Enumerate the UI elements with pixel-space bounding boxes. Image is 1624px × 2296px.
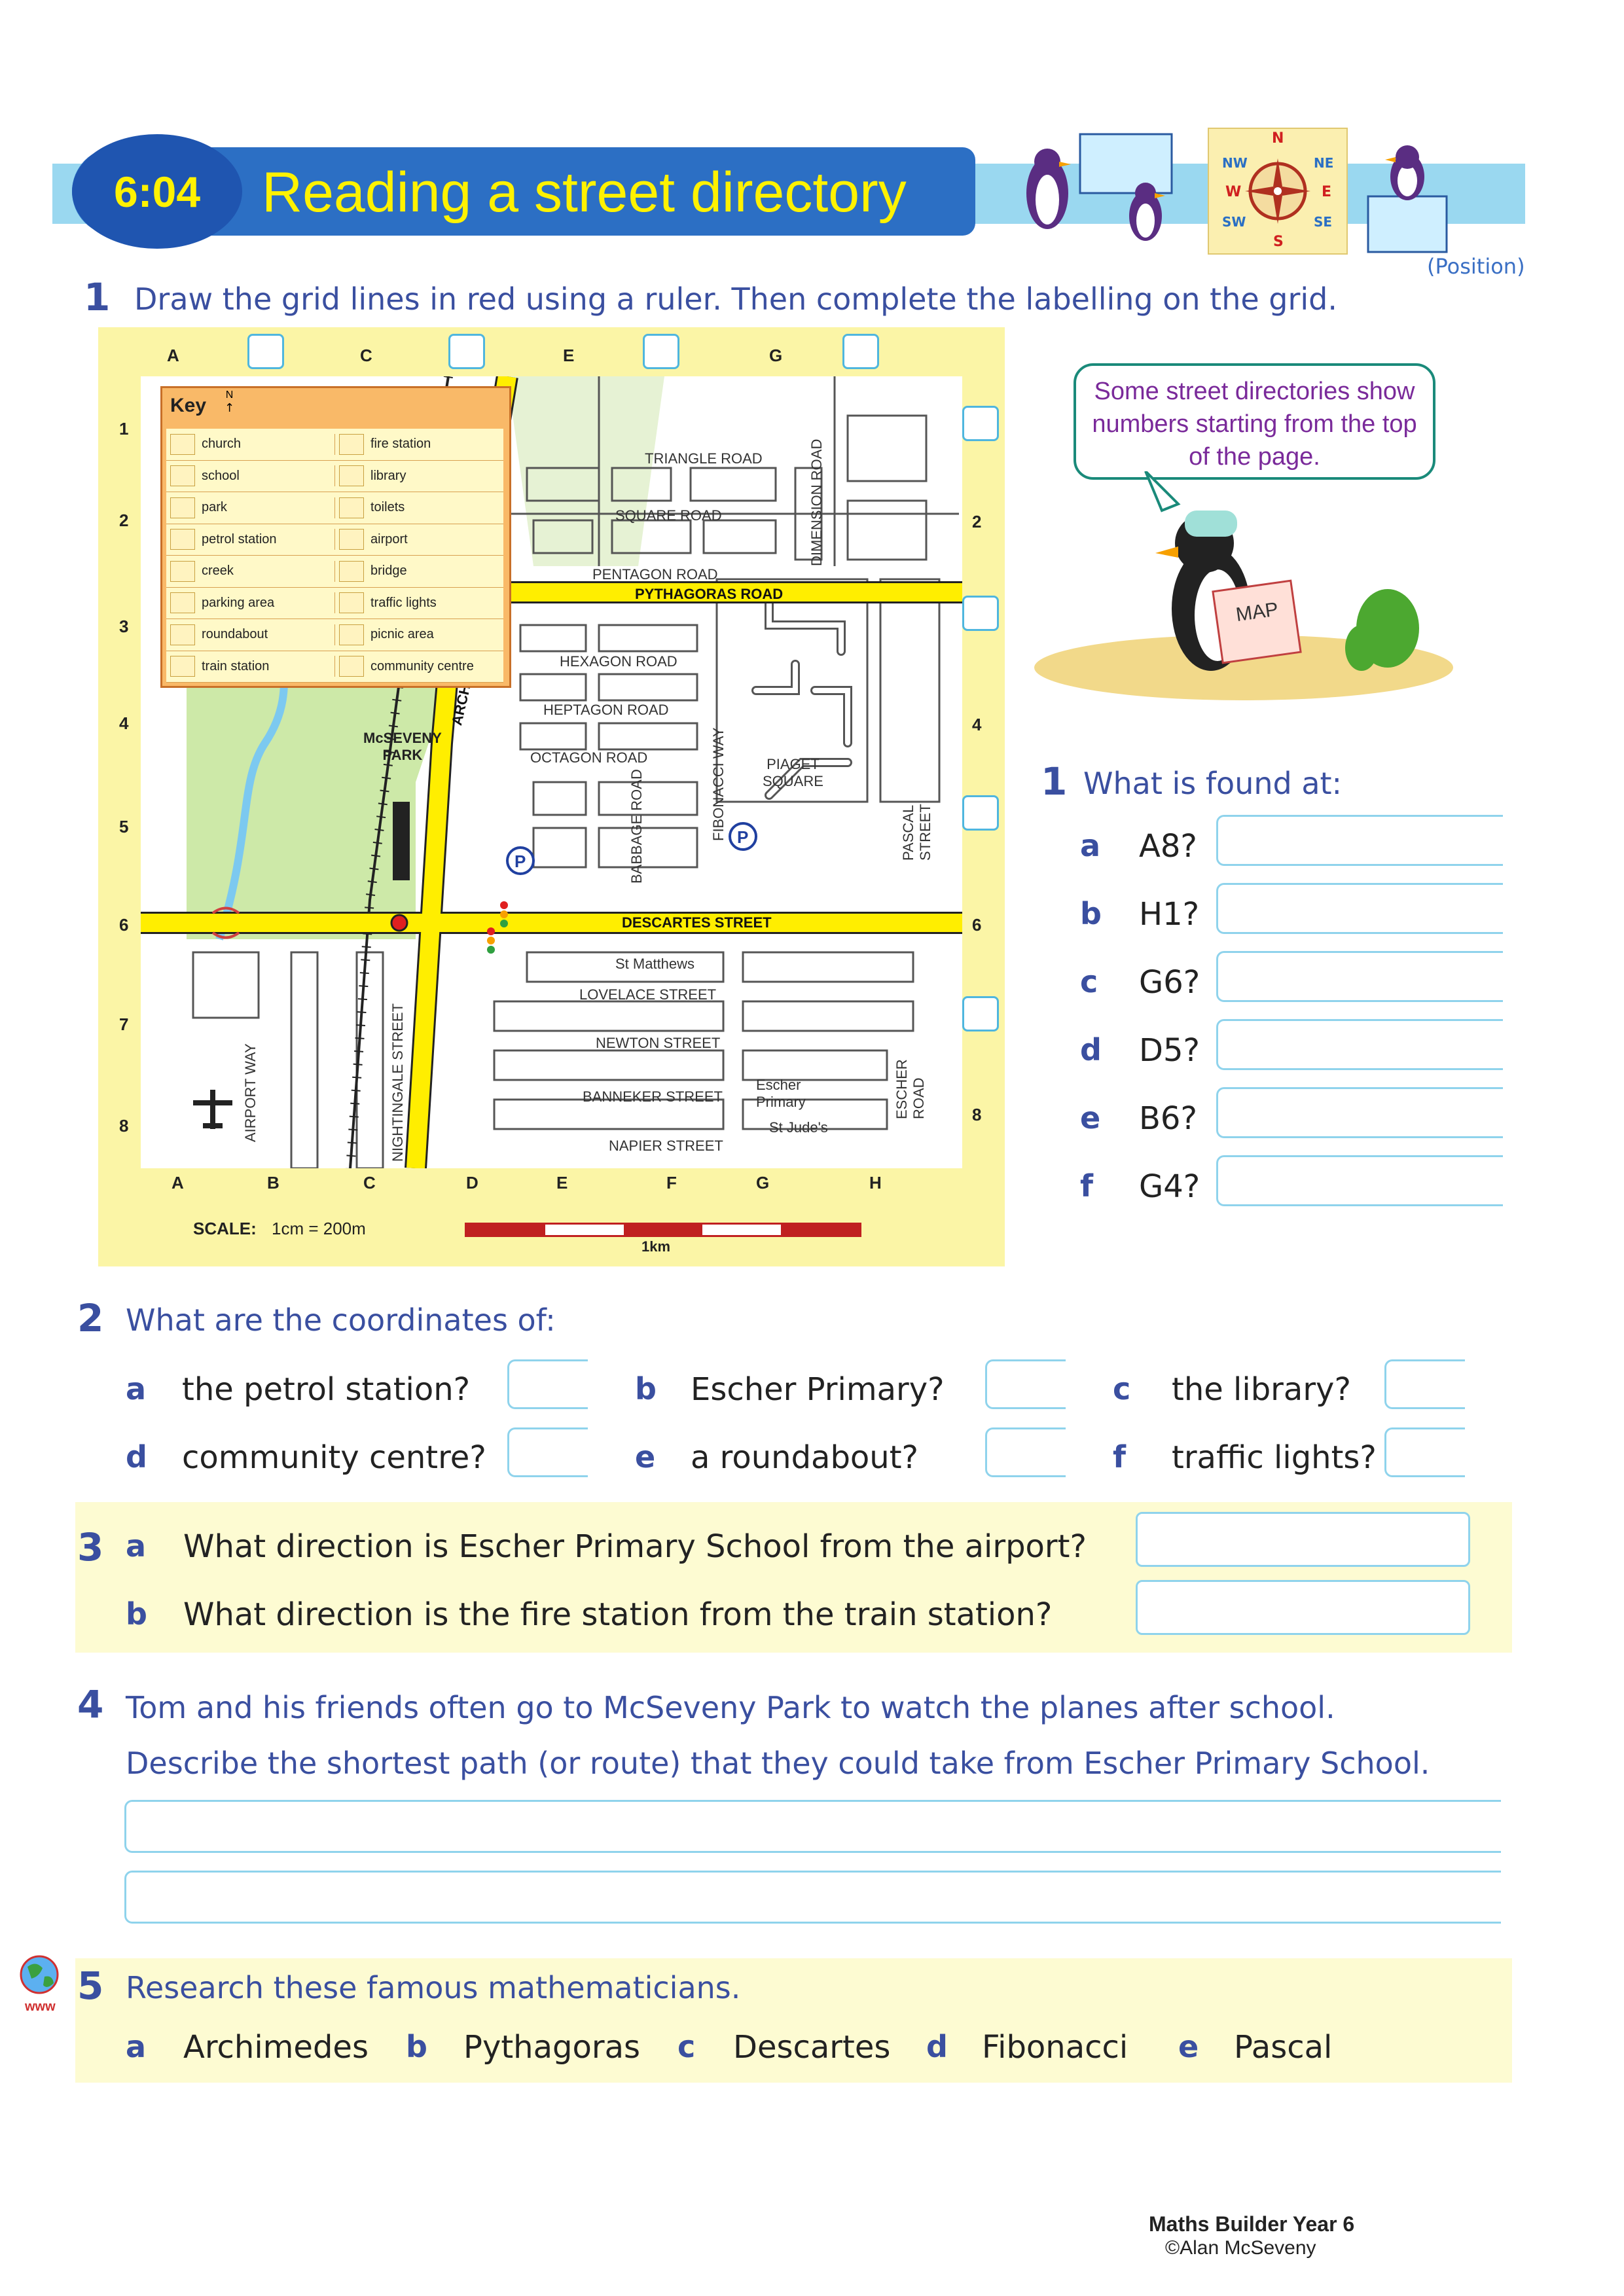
key-left-cell <box>166 529 334 550</box>
q1b-number: 1 <box>1041 759 1068 804</box>
q2-item-text: a roundabout? <box>691 1439 918 1476</box>
q1b-item-label: c <box>1080 964 1098 999</box>
key-right-label: community centre <box>370 658 474 673</box>
col-top-E: E <box>563 346 575 365</box>
q2-answer-box[interactable] <box>1384 1427 1465 1477</box>
speech-bubble-text: Some street directories show numbers starting from the top of the page. <box>1092 378 1417 471</box>
street-pascal: PASCAL STREET <box>900 804 933 861</box>
key-row <box>166 651 503 683</box>
q3-answer-box[interactable] <box>1136 1580 1470 1635</box>
q1b-answer-box[interactable] <box>1216 1019 1503 1070</box>
key-right-label: toilets <box>370 500 405 515</box>
penguin-illustration-right <box>1355 137 1460 255</box>
key-left-cell <box>166 656 334 677</box>
piaget-square-name <box>763 756 823 790</box>
key-row <box>166 588 503 620</box>
key-symbol-icon <box>339 497 364 518</box>
q5-item-label: e <box>1178 2029 1199 2064</box>
street-heptagon: HEPTAGON ROAD <box>543 702 669 718</box>
piaget-line2: SQUARE <box>763 773 823 789</box>
key-symbol-icon <box>339 561 364 582</box>
q3-item-text: What direction is the fire station from the train station? <box>183 1596 1053 1633</box>
q5-item-label: a <box>126 2029 147 2064</box>
svg-text:P: P <box>737 827 749 847</box>
compass-nw: NW <box>1222 155 1248 171</box>
key-right-cell <box>334 656 503 677</box>
key-left-label: roundabout <box>202 627 268 642</box>
key-row <box>166 461 503 493</box>
col-top-B-box[interactable] <box>247 334 284 369</box>
q5-item-text: Archimedes <box>183 2029 369 2066</box>
key-right-label: traffic lights <box>370 595 437 610</box>
street-babbage: BABBAGE ROAD <box>628 769 645 884</box>
q1b-item-label: f <box>1080 1168 1094 1204</box>
key-title: Key <box>170 395 207 416</box>
key-left-label: petrol station <box>202 531 277 547</box>
compass-rose <box>1208 128 1348 255</box>
q3-item-label: b <box>126 1596 147 1632</box>
col-top-F-box[interactable] <box>643 334 679 369</box>
street-napier: NAPIER STREET <box>609 1138 723 1154</box>
key-row <box>166 556 503 588</box>
key-items <box>166 429 503 683</box>
key-left-cell <box>166 497 334 518</box>
key-left-label: church <box>202 437 242 452</box>
penguin-with-map-illustration <box>1028 471 1460 707</box>
col-bottom-F: F <box>666 1173 677 1193</box>
q3-number: 3 <box>77 1525 104 1570</box>
q1b-answer-box[interactable] <box>1216 951 1503 1002</box>
q2-answer-box[interactable] <box>985 1427 1066 1477</box>
q1b-answer-box[interactable] <box>1216 815 1503 866</box>
q2-item-text: Escher Primary? <box>691 1371 945 1408</box>
row-right-4: 4 <box>972 715 982 734</box>
st-judes-label: St Jude's <box>769 1119 828 1136</box>
q3-answer-box[interactable] <box>1136 1512 1470 1567</box>
q2-answer-box[interactable] <box>985 1359 1066 1409</box>
q1b-answer-box[interactable] <box>1216 1155 1503 1206</box>
scale-km: 1km <box>641 1238 671 1255</box>
q1b-item-label: b <box>1080 896 1102 931</box>
q5-item-text: Pascal <box>1234 2029 1333 2066</box>
q4-answer-line-1[interactable] <box>124 1800 1501 1853</box>
key-north: N <box>225 389 234 401</box>
map-key <box>160 386 511 688</box>
col-top-H-box[interactable] <box>842 334 879 369</box>
scale-bar <box>465 1223 861 1237</box>
col-top-A: A <box>167 346 179 365</box>
key-right-cell <box>334 465 503 486</box>
row-right-6: 6 <box>972 915 982 935</box>
col-bottom-A: A <box>171 1173 184 1193</box>
key-row <box>166 492 503 524</box>
col-bottom-G: G <box>756 1173 770 1193</box>
www-label: www <box>25 2000 56 2014</box>
page-title: Reading a street directory <box>262 161 907 224</box>
key-symbol-icon <box>339 624 364 645</box>
escher-line2: Primary <box>756 1094 806 1110</box>
q1b-item-text: A8? <box>1139 828 1197 865</box>
q5-item-text: Pythagoras <box>463 2029 640 2066</box>
q1b-answer-box[interactable] <box>1216 883 1503 934</box>
key-right-cell <box>334 624 503 645</box>
st-matthews-label: St Matthews <box>615 956 695 972</box>
key-row <box>166 619 503 651</box>
q1b-prompt: What is found at: <box>1083 766 1343 801</box>
lesson-number: 6:04 <box>113 168 201 216</box>
q1b-item-text: H1? <box>1139 896 1200 933</box>
key-left-cell <box>166 434 334 455</box>
row-left-7: 7 <box>119 1014 129 1034</box>
street-pythagoras: PYTHAGORAS ROAD <box>635 586 784 602</box>
q5-item-label: d <box>926 2029 948 2064</box>
key-symbol-icon <box>170 656 195 677</box>
street-newton: NEWTON STREET <box>596 1035 721 1051</box>
key-symbol-icon <box>170 592 195 613</box>
key-left-label: train station <box>202 658 270 673</box>
street-escher: ESCHER ROAD <box>893 1059 927 1119</box>
key-row <box>166 524 503 556</box>
row-right-3-box[interactable] <box>962 596 999 631</box>
q1-number: 1 <box>84 275 111 319</box>
q1b-item-label: a <box>1080 828 1101 863</box>
street-triangle: TRIANGLE ROAD <box>645 450 763 467</box>
key-right-label: airport <box>370 531 408 547</box>
speech-bubble <box>1074 363 1435 480</box>
key-left-cell <box>166 561 334 582</box>
key-rows <box>166 429 503 683</box>
street-banneker: BANNEKER STREET <box>583 1088 723 1105</box>
key-right-cell <box>334 497 503 518</box>
key-left-cell <box>166 624 334 645</box>
compass-e: E <box>1322 184 1332 200</box>
key-symbol-icon <box>170 529 195 550</box>
q1b-item-label: d <box>1080 1032 1102 1067</box>
key-left-label: park <box>202 500 227 515</box>
col-top-G: G <box>769 346 783 365</box>
key-symbol-icon <box>339 434 364 455</box>
q5-item-label: c <box>677 2029 696 2064</box>
escher-primary-label <box>756 1077 806 1111</box>
q4-line2: Describe the shortest path (or route) that they could take from Escher Primary School. <box>126 1746 1430 1781</box>
row-left-5: 5 <box>119 817 129 836</box>
q1b-item-text: D5? <box>1139 1032 1200 1069</box>
q5-number: 5 <box>77 1964 104 2008</box>
key-right-label: picnic area <box>370 627 434 642</box>
q2-prompt: What are the coordinates of: <box>126 1302 556 1338</box>
street-airport-way: AIRPORT WAY <box>242 1043 259 1142</box>
col-bottom-H: H <box>869 1173 882 1193</box>
key-symbol-icon <box>170 561 195 582</box>
footer-book: Maths Builder Year 6 <box>1149 2212 1355 2236</box>
street-dimension: DIMENSION ROAD <box>808 439 825 566</box>
row-left-8: 8 <box>119 1116 129 1136</box>
col-bottom-C: C <box>363 1173 376 1193</box>
map-sign-text: MAP <box>1234 598 1280 626</box>
row-right-5-box[interactable] <box>962 795 999 831</box>
q5-item-text: Fibonacci <box>982 2029 1128 2066</box>
q2-item-label: b <box>635 1371 657 1407</box>
street-map <box>98 327 1005 1266</box>
q2-item-text: the petrol station? <box>182 1371 471 1408</box>
compass-ne: NE <box>1314 155 1334 171</box>
street-lovelace: LOVELACE STREET <box>579 986 717 1003</box>
q1b-item-text: B6? <box>1139 1100 1197 1137</box>
q3-item-text: What direction is Escher Primary School from the airport? <box>183 1528 1087 1565</box>
key-right-cell <box>334 561 503 582</box>
row-right-1-box[interactable] <box>962 406 999 441</box>
key-symbol-icon <box>170 497 195 518</box>
street-descartes: DESCARTES STREET <box>622 914 772 931</box>
col-bottom-E: E <box>556 1173 568 1193</box>
q1-instruction: Draw the grid lines in red using a ruler. Then complete the labelling on the grid. <box>134 281 1338 317</box>
q2-number: 2 <box>77 1296 104 1340</box>
penguins-illustration-left <box>1008 128 1218 252</box>
compass-n: N <box>1272 130 1284 147</box>
key-right-cell <box>334 592 503 613</box>
globe-icon <box>13 1954 65 2000</box>
key-left-cell <box>166 592 334 613</box>
row-right-8: 8 <box>972 1105 982 1124</box>
q2-answer-box[interactable] <box>507 1359 588 1409</box>
footer-author: ©Alan McSeveny <box>1165 2237 1316 2259</box>
key-left-cell <box>166 465 334 486</box>
col-bottom-B: B <box>267 1173 280 1193</box>
q1b-item-text: G4? <box>1139 1168 1200 1205</box>
q2-item-label: f <box>1113 1439 1127 1475</box>
piaget-line1: PIAGET <box>767 756 820 772</box>
park-name-line1: McSEVENY <box>363 730 442 746</box>
street-pentagon: PENTAGON ROAD <box>592 566 718 583</box>
key-right-cell <box>334 529 503 550</box>
park-name <box>363 730 442 764</box>
key-right-label: fire station <box>370 437 431 452</box>
q2-item-text: traffic lights? <box>1172 1439 1377 1476</box>
key-right-label: bridge <box>370 564 407 579</box>
q5-item-label: b <box>406 2029 427 2064</box>
q2-item-label: a <box>126 1371 147 1407</box>
q4-answer-line-2[interactable] <box>124 1871 1501 1924</box>
row-left-3: 3 <box>119 617 129 636</box>
q2-item-label: e <box>635 1439 656 1475</box>
key-left-label: school <box>202 468 240 483</box>
key-north-arrow <box>225 389 234 415</box>
north-arrow-icon: ↑ <box>225 401 235 415</box>
key-left-label: parking area <box>202 595 275 610</box>
q4-number: 4 <box>77 1682 104 1727</box>
compass-se: SE <box>1314 214 1333 230</box>
key-right-label: library <box>370 468 406 483</box>
q2-item-label: c <box>1113 1371 1131 1407</box>
q4-line1: Tom and his friends often go to McSeveny Park to watch the planes after school. <box>126 1690 1335 1725</box>
q2-item-text: the library? <box>1172 1371 1351 1408</box>
q2-answer-box[interactable] <box>507 1427 588 1477</box>
key-symbol-icon <box>170 434 195 455</box>
street-octagon: OCTAGON ROAD <box>530 749 648 766</box>
scale-value: 1cm = 200m <box>272 1219 366 1238</box>
street-nightingale: NIGHTINGALE STREET <box>389 1003 406 1162</box>
q5-prompt: Research these famous mathematicians. <box>126 1970 741 2005</box>
street-square: SQUARE ROAD <box>615 507 722 524</box>
q1b-item-text: G6? <box>1139 964 1200 1001</box>
key-symbol-icon <box>339 465 364 486</box>
compass-w: W <box>1225 184 1242 200</box>
street-fibonacci: FIBONACCI WAY <box>710 727 727 841</box>
q3-item-label: a <box>126 1528 147 1564</box>
q1b-item-label: e <box>1080 1100 1101 1136</box>
q2-item-text: community centre? <box>182 1439 486 1476</box>
street-hexagon: HEXAGON ROAD <box>560 653 677 670</box>
row-right-2: 2 <box>972 512 982 531</box>
key-symbol-icon <box>170 465 195 486</box>
svg-text:P: P <box>514 852 526 871</box>
row-left-1: 1 <box>119 419 129 439</box>
row-left-2: 2 <box>119 511 129 530</box>
col-top-C: C <box>360 346 372 365</box>
escher-line1: Escher <box>756 1077 801 1093</box>
col-bottom-D: D <box>466 1173 478 1193</box>
q2-answer-box[interactable] <box>1384 1359 1465 1409</box>
col-top-D-box[interactable] <box>448 334 485 369</box>
key-symbol-icon <box>339 656 364 677</box>
compass-s: S <box>1273 234 1284 250</box>
key-symbol-icon <box>170 624 195 645</box>
park-name-line2: PARK <box>382 747 423 763</box>
scale-label: SCALE: <box>193 1219 257 1238</box>
key-right-cell <box>334 434 503 455</box>
row-left-4: 4 <box>119 713 129 733</box>
key-symbol-icon <box>339 592 364 613</box>
row-right-7-box[interactable] <box>962 996 999 1031</box>
q2-item-label: d <box>126 1439 147 1475</box>
q1b-answer-box[interactable] <box>1216 1087 1503 1138</box>
q5-item-text: Descartes <box>733 2029 891 2066</box>
compass-sw: SW <box>1222 214 1246 230</box>
row-left-6: 6 <box>119 915 129 935</box>
key-symbol-icon <box>339 529 364 550</box>
key-row <box>166 429 503 461</box>
position-tag: (Position) <box>1427 254 1525 279</box>
key-left-label: creek <box>202 564 234 579</box>
